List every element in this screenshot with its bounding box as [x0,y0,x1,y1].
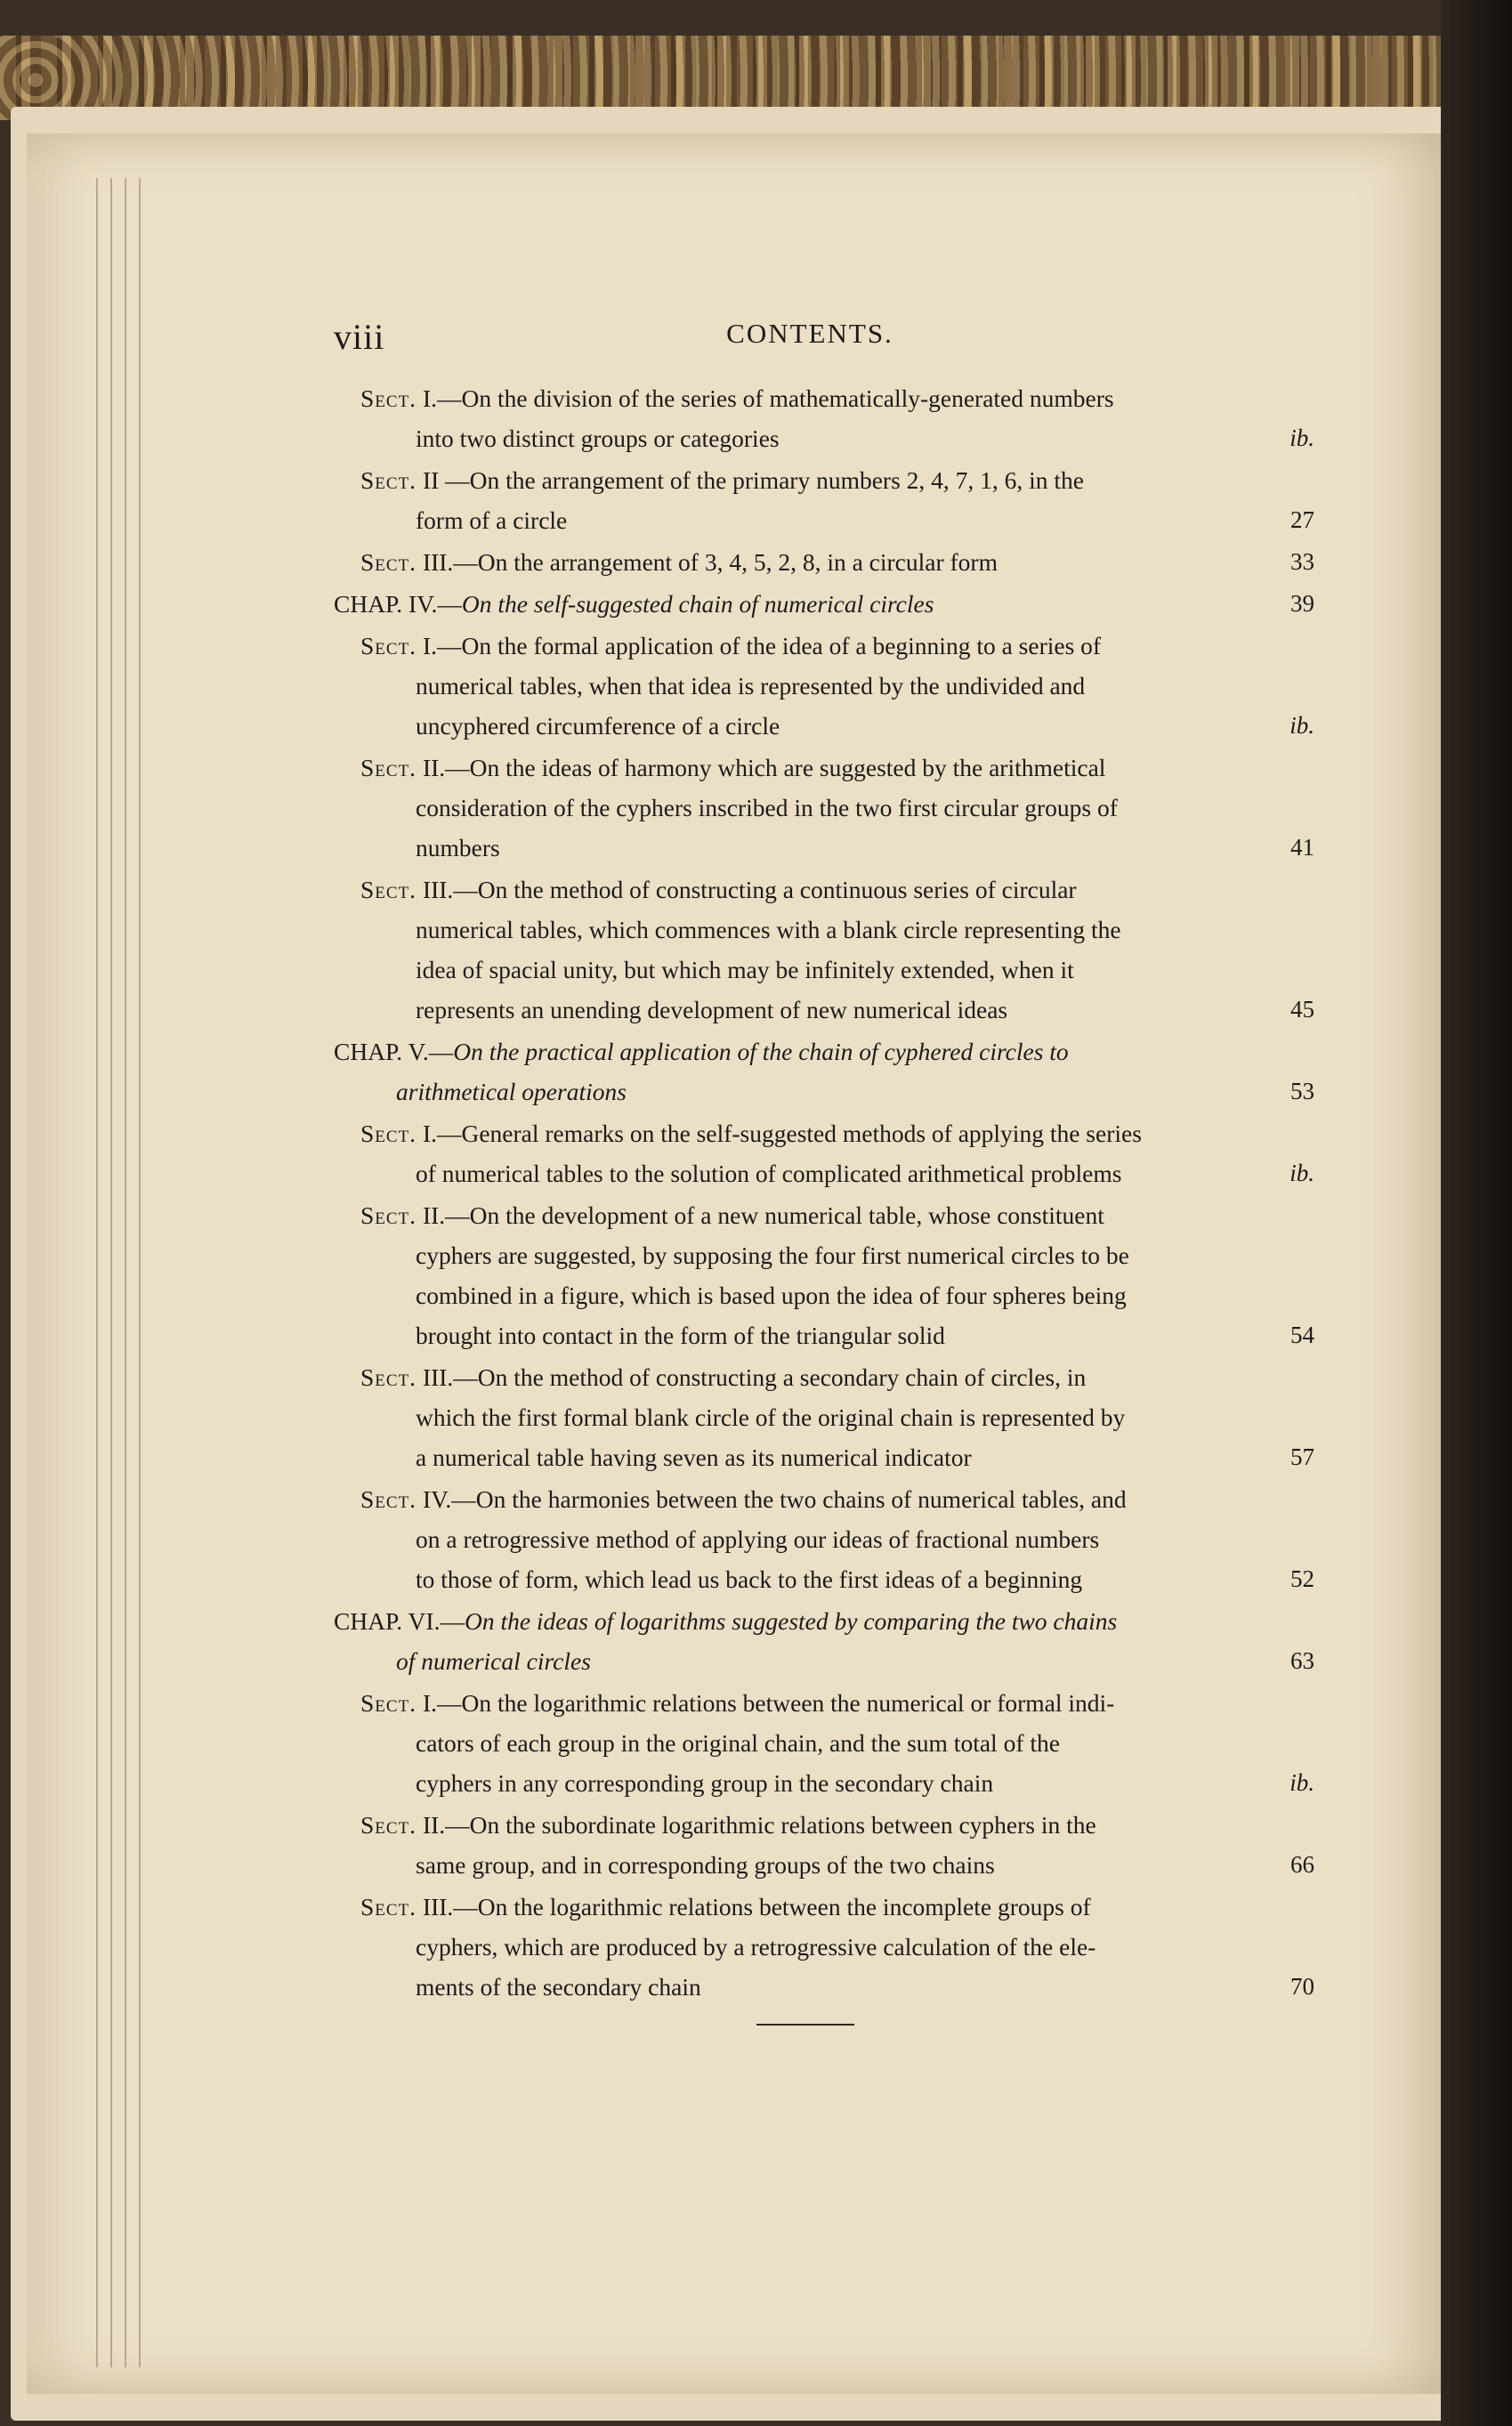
page-number: ib. [1290,712,1314,739]
page-number: 70 [1290,1973,1314,2000]
section-label: Sect. [360,754,417,781]
entry-text: On the logarithmic relations between the numerical or formal indi- [461,1689,1115,1717]
section-label: Sect. [360,1201,417,1229]
entry-line [334,1113,1286,1153]
entry-text: cyphers, which are produced by a retrogressive calculation of the ele- [416,1933,1096,1961]
section-entry [334,626,1314,746]
entry-line [334,460,1286,500]
entry-text: On the formal application of the idea of a beginning to a series of [461,632,1102,659]
section-number: II.— [422,1811,470,1839]
entry-line [334,1153,1286,1193]
entry-line [334,1559,1286,1599]
entry-text: On the harmonies between the two chains of numerical tables, and [475,1485,1127,1513]
leader-dots [1082,1565,1100,1593]
entry-line [334,1601,1286,1641]
entry-line [334,1845,1286,1885]
page-number: 41 [1290,834,1314,861]
entry-line [334,1683,1286,1723]
section-entry [334,460,1314,540]
page-number: ib. [1290,425,1314,451]
chapter-entry [334,1031,1314,1112]
page-number: ib. [1290,1769,1314,1796]
entry-line [334,1315,1286,1355]
section-number: II — [422,466,470,494]
leader-dots [591,1647,609,1675]
entry-line [334,1763,1286,1803]
entry-line [334,542,1286,582]
section-number: I.— [422,384,462,412]
entry-line [334,950,1286,990]
entry-line [334,666,1286,706]
page-number: 45 [1290,996,1314,1023]
page-edges [89,178,151,2367]
section-label: Sect. [360,1485,417,1513]
section-number: II.— [422,1201,470,1229]
page-number: 57 [1290,1443,1314,1470]
entry-text: form of a circle [416,506,568,534]
leader-dots [972,1443,990,1471]
chapter-label: CHAP. VI.— [334,1607,465,1635]
section-entry [334,1805,1314,1885]
entry-text: On the method of constructing a secondary chain of circles, in [477,1363,1087,1391]
entry-text: On the ideas of logarithms suggested by comparing the two chains [464,1607,1118,1635]
chapter-entry [334,584,1314,624]
page-number: 63 [1290,1647,1314,1674]
entry-line [334,706,1286,746]
page-number: 27 [1290,506,1314,533]
entry-line [334,1357,1286,1397]
entry-text: On the practical application of the chain of cyphered circles to [453,1038,1069,1065]
entry-text: On the division of the series of mathematically-generated numbers [461,384,1114,412]
section-entry [334,1113,1314,1193]
section-entry [334,1887,1314,2007]
entry-line [334,1397,1286,1437]
page-number: 66 [1290,1851,1314,1878]
section-entry [334,748,1314,868]
closing-rule [756,2024,854,2026]
section-number: I.— [422,1120,462,1147]
page-number: 53 [1290,1078,1314,1104]
entry-line [334,1723,1286,1763]
entry-line [334,910,1286,950]
page-number: ib. [1290,1160,1314,1186]
page-title: CONTENTS. [726,318,893,349]
running-head [334,316,1286,360]
section-entry [334,869,1314,1030]
leader-dots [567,506,585,534]
entry-text: cyphers are suggested, by supposing the four first numerical circles to be [416,1241,1129,1269]
entry-line [334,1235,1286,1275]
section-label: Sect. [360,1893,417,1921]
leader-dots [945,1322,963,1349]
page-number: 54 [1290,1322,1314,1348]
section-label: Sect. [360,1689,417,1717]
entry-text: of numerical circles [396,1647,591,1675]
entry-line [334,626,1286,666]
entry-line [334,378,1286,418]
leader-dots [993,1769,1011,1797]
section-number: III.— [422,1893,478,1921]
section-label: Sect. [360,1120,417,1147]
section-label: Sect. [360,548,417,576]
entry-text: consideration of the cyphers inscribed in the two first circular groups of [416,794,1118,821]
entry-line [334,990,1286,1030]
entry-text: cators of each group in the original chain, and the sum total of the [416,1729,1060,1757]
section-number: III.— [422,876,478,903]
page-number: 52 [1290,1565,1314,1592]
entry-text: On the ideas of harmony which are suggested by the arithmetical [469,754,1106,781]
page-folio: viii [334,317,385,357]
entry-text: on a retrogressive method of applying our ideas of fractional numbers [416,1525,1100,1553]
section-label: Sect. [360,1811,417,1839]
entry-line [334,418,1286,458]
section-number: I.— [422,632,462,659]
entry-text: numerical tables, which commences with a blank circle representing the [416,916,1121,943]
entry-text: uncyphered circumference of a circle [416,712,780,740]
leader-dots [627,1078,644,1105]
page-number: 39 [1290,590,1314,617]
entry-text: numerical tables, when that idea is represented by the undivided and [416,672,1086,699]
section-number: IV.— [422,1485,476,1513]
section-entry [334,378,1314,458]
entry-line [334,1275,1286,1315]
entry-text: On the development of a new numerical table, whose constituent [469,1201,1104,1229]
entry-text: On the arrangement of the primary numbers 2, 4, 7, 1, 6, in the [469,466,1085,494]
entry-text: numbers [416,834,500,861]
entry-text: On the self-suggested chain of numerical circles [461,590,934,618]
section-entry [334,1195,1314,1355]
table-of-contents [334,378,1314,2007]
section-label: Sect. [360,384,417,412]
entry-text: idea of spacial unity, but which may be infinitely extended, when it [416,956,1074,983]
entry-line [334,748,1286,788]
entry-text: into two distinct groups or categories [416,425,780,452]
entry-text: On the method of constructing a continuous series of circular [477,876,1077,903]
entry-text: of numerical tables to the solution of complicated arithmetical problems [416,1160,1122,1187]
leader-dots [998,548,1015,576]
entry-line [334,1887,1286,1927]
chapter-entry [334,1601,1314,1681]
leader-dots [780,425,797,452]
section-entry [334,1683,1314,1803]
leader-dots [1121,1160,1139,1187]
section-number: II.— [422,754,470,781]
section-number: III.— [422,1363,478,1391]
entry-text: arithmetical operations [396,1078,627,1105]
entry-line [334,1031,1286,1071]
entry-text: to those of form, which lead us back to the first ideas of a beginning [416,1565,1083,1593]
section-number: III.— [422,548,478,576]
entry-text: cyphers in any corresponding group in the secondary chain [416,1769,994,1797]
entry-line [334,500,1286,540]
entry-line [334,584,1286,624]
entry-text: On the arrangement of 3, 4, 5, 2, 8, in a circular form [477,548,998,576]
entry-text: combined in a figure, which is based upon the idea of four spheres being [416,1282,1127,1309]
leader-dots [701,1973,719,2001]
entry-line [334,1195,1286,1235]
section-label: Sect. [360,876,417,903]
entry-line [334,1437,1286,1477]
section-number: I.— [422,1689,462,1717]
entry-line [334,828,1286,868]
section-entry [334,542,1314,582]
book-gutter [1441,0,1512,2426]
section-label: Sect. [360,1363,417,1391]
entry-text: which the first formal blank circle of the original chain is represented by [416,1403,1126,1431]
section-entry [334,1357,1314,1477]
entry-text: General remarks on the self-suggested methods of applying the series [461,1120,1142,1147]
entry-line [334,1641,1286,1681]
page-number: 33 [1290,548,1314,575]
entry-line [334,1479,1286,1519]
contents-page [334,316,1314,2009]
chapter-label: CHAP. V.— [334,1038,454,1065]
entry-line [334,1519,1286,1559]
entry-text: same group, and in corresponding groups of the two chains [416,1851,995,1879]
entry-text: represents an unending development of new numerical ideas [416,996,1008,1023]
entry-text: brought into contact in the form of the triangular solid [416,1322,945,1349]
leader-dots [500,834,518,861]
entry-text: On the subordinate logarithmic relations between cyphers in the [469,1811,1096,1839]
section-label: Sect. [360,466,417,494]
leader-dots [780,712,797,740]
entry-text: On the logarithmic relations between the incomplete groups of [477,1893,1091,1921]
entry-line [334,1805,1286,1845]
entry-line [334,1927,1286,1967]
entry-text: ments of the secondary chain [416,1973,701,2001]
entry-line [334,1967,1286,2007]
entry-line [334,1071,1286,1112]
section-label: Sect. [360,632,417,659]
leader-dots [1007,996,1025,1023]
entry-text: a numerical table having seven as its numerical indicator [416,1443,972,1471]
leader-dots [995,1851,1013,1879]
entry-line [334,788,1286,828]
entry-line [334,869,1286,910]
chapter-label: CHAP. IV.— [334,590,462,618]
section-entry [334,1479,1314,1599]
leader-dots [934,590,951,618]
